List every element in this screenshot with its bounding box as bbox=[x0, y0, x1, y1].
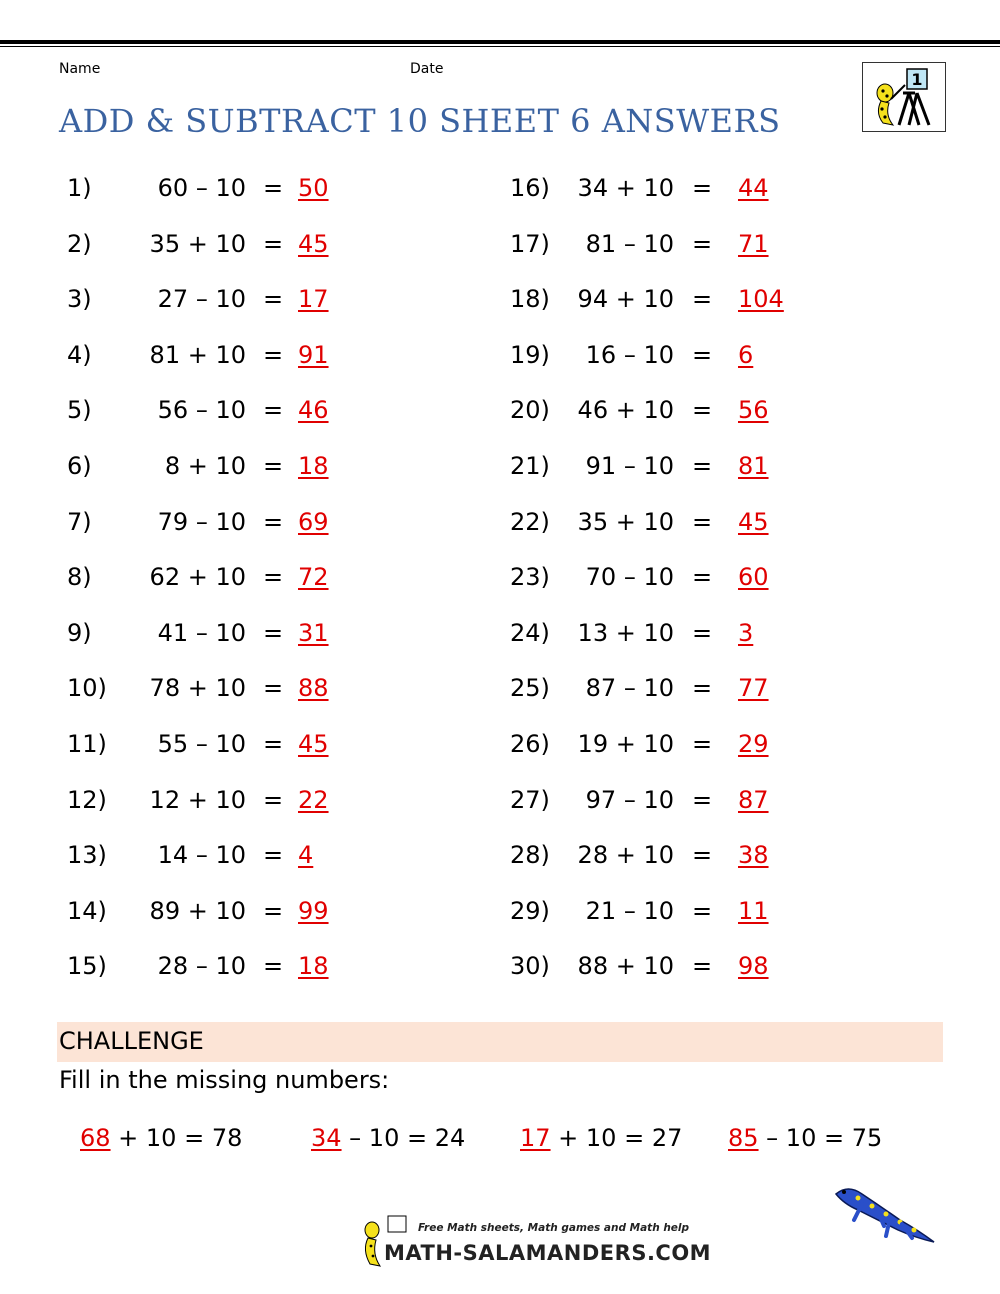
equals-sign: = bbox=[692, 674, 713, 703]
equals-sign: = bbox=[263, 507, 284, 536]
problem-number: 19) bbox=[510, 340, 550, 369]
challenge-title: CHALLENGE bbox=[59, 1027, 204, 1055]
equals-sign: = bbox=[263, 563, 284, 592]
problem-answer: 3 bbox=[738, 618, 754, 647]
problem-row bbox=[0, 508, 1000, 548]
challenge-answer: 85 bbox=[728, 1124, 759, 1152]
equals-sign: = bbox=[692, 563, 713, 592]
problem-expression: 70 – 10 bbox=[585, 563, 674, 592]
problem-expression: 94 + 10 bbox=[577, 285, 674, 314]
equals-sign: = bbox=[692, 730, 713, 758]
problem-expression: 78 + 10 bbox=[149, 674, 246, 703]
problem-expression: 21 – 10 bbox=[585, 896, 674, 925]
problem-number: 13) bbox=[67, 841, 107, 870]
problem-expression: 97 – 10 bbox=[585, 785, 674, 814]
problem-number: 30) bbox=[510, 952, 550, 981]
challenge-item bbox=[520, 1124, 682, 1152]
problem-expression: 89 + 10 bbox=[149, 896, 246, 925]
problem-expression: 28 – 10 bbox=[157, 952, 246, 981]
problem-number: 26) bbox=[510, 730, 550, 758]
problem-answer: 88 bbox=[298, 674, 329, 703]
problem-expression: 19 + 10 bbox=[577, 730, 674, 758]
problem-answer: 91 bbox=[298, 340, 329, 369]
problem-expression: 14 – 10 bbox=[157, 841, 246, 870]
problem-number: 28) bbox=[510, 841, 550, 870]
challenge-answer: 68 bbox=[80, 1124, 111, 1152]
problem-expression: 8 + 10 bbox=[164, 452, 246, 480]
problem-row bbox=[0, 952, 1000, 992]
problem-number: 4) bbox=[67, 340, 92, 369]
equals-sign: = bbox=[692, 229, 713, 258]
problem-answer: 45 bbox=[298, 730, 329, 758]
problem-expression: 16 – 10 bbox=[585, 340, 674, 369]
page-title: ADD & SUBTRACT 10 SHEET 6 ANSWERS bbox=[59, 102, 781, 140]
problem-expression: 91 – 10 bbox=[585, 452, 674, 480]
problem-number: 16) bbox=[510, 174, 550, 202]
problem-number: 5) bbox=[67, 396, 92, 425]
problem-answer: 45 bbox=[298, 229, 329, 258]
problem-number: 14) bbox=[67, 896, 107, 925]
problem-expression: 79 – 10 bbox=[157, 507, 246, 536]
equals-sign: = bbox=[263, 174, 284, 202]
problem-answer: 99 bbox=[298, 896, 329, 925]
problem-answer: 18 bbox=[298, 952, 329, 981]
equals-sign: = bbox=[692, 340, 713, 369]
problem-expression: 27 – 10 bbox=[157, 285, 246, 314]
grade-number: 1 bbox=[911, 70, 923, 89]
problem-expression: 62 + 10 bbox=[149, 563, 246, 592]
problem-expression: 41 – 10 bbox=[157, 618, 246, 647]
challenge-header bbox=[57, 1022, 943, 1062]
equals-sign: = bbox=[692, 507, 713, 536]
equals-sign: = bbox=[692, 785, 713, 814]
math-salamanders-logo bbox=[352, 1214, 712, 1270]
challenge-answer: 17 bbox=[520, 1124, 551, 1152]
challenge-equation: + 10 = 27 bbox=[550, 1124, 683, 1152]
problem-answer: 77 bbox=[738, 674, 769, 703]
challenge-equation: – 10 = 75 bbox=[758, 1124, 883, 1152]
problem-row bbox=[0, 563, 1000, 603]
problem-row bbox=[0, 396, 1000, 436]
problem-answer: 29 bbox=[738, 730, 769, 758]
problem-row bbox=[0, 897, 1000, 937]
problem-answer: 60 bbox=[738, 563, 769, 592]
problem-row bbox=[0, 619, 1000, 659]
problem-answer: 4 bbox=[298, 841, 314, 870]
problem-answer: 44 bbox=[738, 174, 769, 202]
problem-answer: 98 bbox=[738, 952, 769, 981]
problem-answer: 72 bbox=[298, 563, 329, 592]
problem-row bbox=[0, 341, 1000, 381]
problem-number: 22) bbox=[510, 507, 550, 536]
problem-expression: 12 + 10 bbox=[149, 785, 246, 814]
problem-expression: 35 + 10 bbox=[149, 229, 246, 258]
problem-number: 11) bbox=[67, 730, 107, 758]
problem-number: 15) bbox=[67, 952, 107, 981]
footer-tagline: Free Math sheets, Math games and Math help bbox=[418, 1222, 690, 1234]
equals-sign: = bbox=[263, 618, 284, 647]
equals-sign: = bbox=[692, 174, 713, 202]
problem-expression: 28 + 10 bbox=[577, 841, 674, 870]
challenge-item bbox=[80, 1124, 242, 1152]
equals-sign: = bbox=[692, 618, 713, 647]
problem-expression: 81 – 10 bbox=[585, 229, 674, 258]
equals-sign: = bbox=[692, 396, 713, 425]
equals-sign: = bbox=[263, 952, 284, 981]
equals-sign: = bbox=[692, 952, 713, 981]
problem-number: 8) bbox=[67, 563, 92, 592]
problem-answer: 18 bbox=[298, 452, 329, 480]
equals-sign: = bbox=[263, 340, 284, 369]
problem-answer: 56 bbox=[738, 396, 769, 425]
problem-answer: 69 bbox=[298, 507, 329, 536]
problem-answer: 104 bbox=[738, 285, 784, 314]
problem-expression: 88 + 10 bbox=[577, 952, 674, 981]
problem-expression: 87 – 10 bbox=[585, 674, 674, 703]
problem-row bbox=[0, 230, 1000, 270]
problem-answer: 11 bbox=[738, 896, 769, 925]
date-label: Date bbox=[410, 61, 444, 77]
problem-expression: 34 + 10 bbox=[577, 174, 674, 202]
challenge-instruction: Fill in the missing numbers: bbox=[59, 1066, 390, 1094]
challenge-item bbox=[728, 1124, 882, 1152]
problem-number: 20) bbox=[510, 396, 550, 425]
problem-answer: 22 bbox=[298, 785, 329, 814]
challenge-equation: + 10 = 78 bbox=[110, 1124, 243, 1152]
problem-row bbox=[0, 285, 1000, 325]
problem-answer: 6 bbox=[738, 340, 754, 369]
problem-answer: 17 bbox=[298, 285, 329, 314]
problem-number: 21) bbox=[510, 452, 550, 480]
equals-sign: = bbox=[263, 229, 284, 258]
problem-number: 29) bbox=[510, 896, 550, 925]
challenge-item bbox=[311, 1124, 465, 1152]
equals-sign: = bbox=[692, 285, 713, 314]
problem-answer: 46 bbox=[298, 396, 329, 425]
problem-number: 23) bbox=[510, 563, 550, 592]
problem-row bbox=[0, 786, 1000, 826]
problem-expression: 56 – 10 bbox=[157, 396, 246, 425]
challenge-answer: 34 bbox=[311, 1124, 342, 1152]
problem-expression: 46 + 10 bbox=[577, 396, 674, 425]
problem-number: 12) bbox=[67, 785, 107, 814]
problem-row bbox=[0, 841, 1000, 881]
problem-answer: 38 bbox=[738, 841, 769, 870]
problem-number: 25) bbox=[510, 674, 550, 703]
problem-expression: 81 + 10 bbox=[149, 340, 246, 369]
equals-sign: = bbox=[692, 896, 713, 925]
problem-number: 9) bbox=[67, 618, 92, 647]
name-label: Name bbox=[59, 61, 101, 77]
problem-number: 27) bbox=[510, 785, 550, 814]
footer-site: MATH-SALAMANDERS.COM bbox=[384, 1241, 712, 1265]
problem-number: 6) bbox=[67, 452, 92, 480]
problem-number: 3) bbox=[67, 285, 92, 314]
problem-number: 10) bbox=[67, 674, 107, 703]
problem-answer: 45 bbox=[738, 507, 769, 536]
equals-sign: = bbox=[263, 452, 284, 480]
equals-sign: = bbox=[263, 285, 284, 314]
problem-row bbox=[0, 452, 1000, 492]
equals-sign: = bbox=[692, 452, 713, 480]
problem-answer: 31 bbox=[298, 618, 329, 647]
problem-expression: 55 – 10 bbox=[157, 730, 246, 758]
problem-expression: 13 + 10 bbox=[577, 618, 674, 647]
equals-sign: = bbox=[263, 396, 284, 425]
problem-number: 1) bbox=[67, 174, 92, 202]
problem-row bbox=[0, 674, 1000, 714]
equals-sign: = bbox=[263, 896, 284, 925]
problem-row bbox=[0, 174, 1000, 214]
problem-answer: 87 bbox=[738, 785, 769, 814]
problem-number: 2) bbox=[67, 229, 92, 258]
problem-number: 17) bbox=[510, 229, 550, 258]
blue-salamander-icon bbox=[828, 1180, 938, 1250]
challenge-equation: – 10 = 24 bbox=[341, 1124, 466, 1152]
problem-row bbox=[0, 730, 1000, 770]
problem-answer: 50 bbox=[298, 174, 329, 202]
problem-expression: 60 – 10 bbox=[157, 174, 246, 202]
equals-sign: = bbox=[692, 841, 713, 870]
equals-sign: = bbox=[263, 674, 284, 703]
problem-expression: 35 + 10 bbox=[577, 507, 674, 536]
problem-number: 24) bbox=[510, 618, 550, 647]
problem-number: 18) bbox=[510, 285, 550, 314]
problem-number: 7) bbox=[67, 507, 92, 536]
equals-sign: = bbox=[263, 730, 284, 758]
problem-answer: 71 bbox=[738, 229, 769, 258]
footer-logo bbox=[352, 1214, 712, 1270]
equals-sign: = bbox=[263, 841, 284, 870]
equals-sign: = bbox=[263, 785, 284, 814]
problem-answer: 81 bbox=[738, 452, 769, 480]
